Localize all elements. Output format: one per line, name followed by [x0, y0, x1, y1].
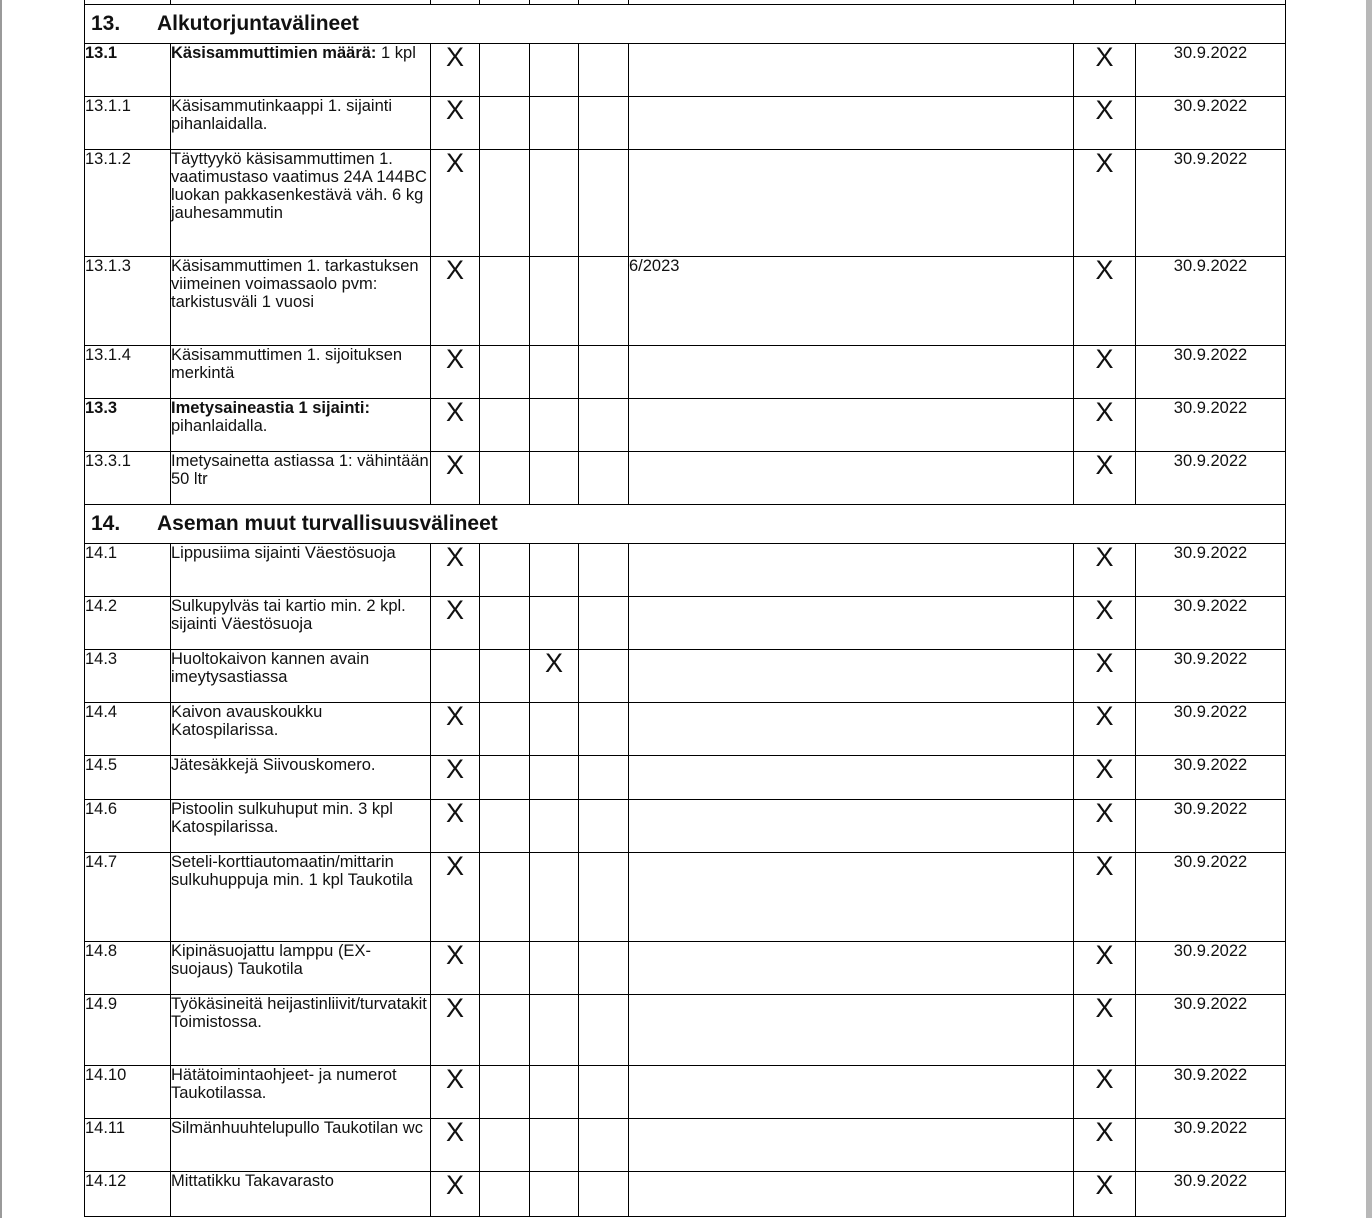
- item-note: [629, 853, 1074, 942]
- checked-cell: [1074, 597, 1136, 650]
- x-mark: X: [445, 255, 464, 285]
- inspection-date: 30.9.2022: [1136, 1066, 1286, 1119]
- table-row: [85, 853, 1286, 942]
- x-mark: X: [1095, 595, 1114, 625]
- status-cell-2: [480, 1119, 530, 1172]
- status-cell-2: [480, 853, 530, 942]
- status-cell-3: [530, 346, 579, 399]
- item-number: 14.4: [85, 703, 171, 756]
- inspection-date: 30.9.2022: [1136, 703, 1286, 756]
- status-cell-2: [480, 544, 530, 597]
- status-cell-3: [530, 800, 579, 853]
- item-note: [629, 1172, 1074, 1217]
- x-mark: X: [445, 42, 464, 72]
- table-row: [85, 942, 1286, 995]
- item-description-text: Hätätoimintaohjeet- ja numerot Taukotilassa.: [171, 1066, 397, 1102]
- checked-cell: [1074, 853, 1136, 942]
- status-cell-2: [480, 1066, 530, 1119]
- inspection-date: 30.9.2022: [1136, 150, 1286, 257]
- x-mark: X: [445, 993, 464, 1023]
- item-note: [629, 650, 1074, 703]
- status-cell-1: [431, 452, 480, 505]
- item-description-text: 1 kpl: [376, 44, 416, 62]
- item-number: 13.1.4: [85, 346, 171, 399]
- inspection-date: 30.9.2022: [1136, 97, 1286, 150]
- status-cell-4: [579, 44, 629, 97]
- checked-cell: [1074, 346, 1136, 399]
- status-cell-4: [579, 452, 629, 505]
- status-cell-4: [579, 257, 629, 346]
- item-note: [629, 452, 1074, 505]
- item-description: [171, 703, 431, 756]
- status-cell-3: [530, 703, 579, 756]
- item-description: [171, 995, 431, 1066]
- x-mark: X: [445, 397, 464, 427]
- x-mark: X: [445, 1117, 464, 1147]
- item-description: [171, 756, 431, 800]
- status-cell-1: [431, 597, 480, 650]
- status-cell-1: [431, 346, 480, 399]
- status-cell-4: [579, 942, 629, 995]
- checked-cell: [1074, 257, 1136, 346]
- item-description-text: Sulkupylväs tai kartio min. 2 kpl. sijainti Väestösuoja: [171, 597, 406, 633]
- status-cell-2: [480, 97, 530, 150]
- item-number: 14.10: [85, 1066, 171, 1119]
- section-header-row: [85, 505, 1286, 544]
- x-mark: X: [1095, 450, 1114, 480]
- status-cell-4: [579, 1172, 629, 1217]
- checked-cell: [1074, 1119, 1136, 1172]
- table-row: [85, 650, 1286, 703]
- item-description: [171, 650, 431, 703]
- checked-cell: [1074, 756, 1136, 800]
- checked-cell: [1074, 650, 1136, 703]
- x-mark: X: [1095, 542, 1114, 572]
- section-title: Alkutorjuntavälineet: [157, 12, 359, 35]
- checked-cell: [1074, 703, 1136, 756]
- checked-cell: [1074, 399, 1136, 452]
- inspection-date: 30.9.2022: [1136, 544, 1286, 597]
- inspection-date: 30.9.2022: [1136, 942, 1286, 995]
- x-mark: X: [445, 1064, 464, 1094]
- status-cell-4: [579, 995, 629, 1066]
- table-row: [85, 756, 1286, 800]
- section-number: 13.: [91, 12, 121, 35]
- status-cell-4: [579, 853, 629, 942]
- checked-cell: [1074, 544, 1136, 597]
- item-note: [629, 44, 1074, 97]
- checked-cell: [1074, 44, 1136, 97]
- item-description: [171, 44, 431, 97]
- table-row: [85, 257, 1286, 346]
- status-cell-3: [530, 942, 579, 995]
- item-note: 6/2023: [629, 257, 1074, 346]
- inspection-date: 30.9.2022: [1136, 1119, 1286, 1172]
- section-header-row: [85, 5, 1286, 44]
- status-cell-1: [431, 1172, 480, 1217]
- status-cell-1: [431, 257, 480, 346]
- status-cell-2: [480, 703, 530, 756]
- item-description: [171, 853, 431, 942]
- status-cell-4: [579, 597, 629, 650]
- item-description-text: Huoltokaivon kannen avain imeytysastiassa: [171, 650, 370, 686]
- item-description: [171, 1172, 431, 1217]
- x-mark: X: [1095, 1117, 1114, 1147]
- status-cell-2: [480, 650, 530, 703]
- status-cell-3: [530, 995, 579, 1066]
- item-number: 14.3: [85, 650, 171, 703]
- x-mark: X: [1095, 397, 1114, 427]
- status-cell-2: [480, 1172, 530, 1217]
- item-number: 14.1: [85, 544, 171, 597]
- inspection-date: 30.9.2022: [1136, 257, 1286, 346]
- x-mark: X: [445, 148, 464, 178]
- checked-cell: [1074, 97, 1136, 150]
- status-cell-1: [431, 97, 480, 150]
- status-cell-2: [480, 150, 530, 257]
- x-mark: X: [1095, 701, 1114, 731]
- status-cell-3: [530, 544, 579, 597]
- inspection-date: 30.9.2022: [1136, 853, 1286, 942]
- item-number: 14.8: [85, 942, 171, 995]
- table-row: [85, 452, 1286, 505]
- status-cell-1: [431, 995, 480, 1066]
- x-mark: X: [1095, 148, 1114, 178]
- x-mark: X: [1095, 1064, 1114, 1094]
- x-mark: X: [445, 450, 464, 480]
- inspection-date: 30.9.2022: [1136, 399, 1286, 452]
- section-number: 14.: [91, 512, 121, 535]
- item-description-text: Lippusiima sijainti Väestösuoja: [171, 544, 396, 562]
- item-description-bold: Imetysaineastia 1 sijainti:: [171, 399, 371, 417]
- item-note: [629, 597, 1074, 650]
- item-number: 14.12: [85, 1172, 171, 1217]
- status-cell-4: [579, 800, 629, 853]
- status-cell-2: [480, 399, 530, 452]
- status-cell-1: [431, 1119, 480, 1172]
- x-mark: X: [1095, 851, 1114, 881]
- x-mark: X: [1095, 754, 1114, 784]
- item-description-bold: Käsisammuttimien määrä:: [171, 44, 377, 62]
- section-header-cell: [85, 5, 1286, 44]
- section-title: Aseman muut turvallisuusvälineet: [157, 512, 498, 535]
- table-row: [85, 1066, 1286, 1119]
- item-description: [171, 150, 431, 257]
- item-description-text: Jätesäkkejä Siivouskomero.: [171, 756, 376, 774]
- item-description-text: Imetysainetta astiassa 1: vähintään 50 ltr: [171, 452, 429, 488]
- item-note: [629, 150, 1074, 257]
- status-cell-3: [530, 452, 579, 505]
- item-description: [171, 97, 431, 150]
- table-body: [85, 0, 1286, 1217]
- checked-cell: [1074, 150, 1136, 257]
- x-mark: X: [1095, 798, 1114, 828]
- item-number: 13.1.3: [85, 257, 171, 346]
- item-description-text: pihanlaidalla.: [171, 417, 268, 435]
- document-page: [84, 0, 1285, 1218]
- inspection-date: 30.9.2022: [1136, 756, 1286, 800]
- table-row: [85, 399, 1286, 452]
- x-mark: X: [1095, 42, 1114, 72]
- item-description: [171, 942, 431, 995]
- status-cell-3: [530, 44, 579, 97]
- item-number: 14.5: [85, 756, 171, 800]
- x-mark: X: [445, 595, 464, 625]
- item-number: 14.11: [85, 1119, 171, 1172]
- status-cell-4: [579, 544, 629, 597]
- item-number: 13.1.1: [85, 97, 171, 150]
- checked-cell: [1074, 942, 1136, 995]
- item-description-text: Pistoolin sulkuhuput min. 3 kpl Katospilarissa.: [171, 800, 393, 836]
- status-cell-1: [431, 703, 480, 756]
- x-mark: X: [1095, 344, 1114, 374]
- item-number: 14.7: [85, 853, 171, 942]
- item-description-text: Täyttyykö käsisammuttimen 1. vaatimustaso vaatimus 24A 144BC luokan pakkasenkestävä väh. 6 kg jauhesammutin: [171, 150, 427, 222]
- item-number: 14.6: [85, 800, 171, 853]
- item-description: [171, 257, 431, 346]
- status-cell-4: [579, 346, 629, 399]
- inspection-date: 30.9.2022: [1136, 995, 1286, 1066]
- x-mark: X: [445, 940, 464, 970]
- status-cell-3: [530, 853, 579, 942]
- item-description: [171, 800, 431, 853]
- table-row: [85, 97, 1286, 150]
- item-description-text: Käsisammuttimen 1. sijoituksen merkintä: [171, 346, 403, 382]
- item-note: [629, 756, 1074, 800]
- status-cell-3: [530, 1119, 579, 1172]
- inspection-date: 30.9.2022: [1136, 44, 1286, 97]
- item-note: [629, 1066, 1074, 1119]
- item-description-text: Käsisammutinkaappi 1. sijainti pihanlaidalla.: [171, 97, 393, 133]
- x-mark: X: [445, 851, 464, 881]
- status-cell-3: [530, 97, 579, 150]
- table-row: [85, 995, 1286, 1066]
- item-note: [629, 1119, 1074, 1172]
- item-number: 13.1: [85, 44, 171, 97]
- inspection-date: 30.9.2022: [1136, 1172, 1286, 1217]
- status-cell-1: [431, 853, 480, 942]
- window-scrollbar[interactable]: [1366, 0, 1372, 1218]
- status-cell-3: [530, 597, 579, 650]
- table-row: [85, 597, 1286, 650]
- x-mark: X: [445, 798, 464, 828]
- table-row: [85, 346, 1286, 399]
- checked-cell: [1074, 995, 1136, 1066]
- table-row: [85, 703, 1286, 756]
- status-cell-3: [530, 257, 579, 346]
- item-number: 14.2: [85, 597, 171, 650]
- inspection-date: 30.9.2022: [1136, 597, 1286, 650]
- x-mark: X: [445, 754, 464, 784]
- item-description-text: Mittatikku Takavarasto: [171, 1172, 334, 1190]
- x-mark: X: [1095, 940, 1114, 970]
- item-number: 13.3: [85, 399, 171, 452]
- status-cell-1: [431, 544, 480, 597]
- status-cell-4: [579, 650, 629, 703]
- inspection-date: 30.9.2022: [1136, 650, 1286, 703]
- checked-cell: [1074, 800, 1136, 853]
- status-cell-3: [530, 1066, 579, 1119]
- status-cell-4: [579, 1119, 629, 1172]
- item-description-text: Silmänhuuhtelupullo Taukotilan wc: [171, 1119, 423, 1137]
- item-description: [171, 346, 431, 399]
- status-cell-4: [579, 756, 629, 800]
- item-note: [629, 703, 1074, 756]
- status-cell-4: [579, 150, 629, 257]
- item-note: [629, 995, 1074, 1066]
- status-cell-3: [530, 399, 579, 452]
- table-row: [85, 150, 1286, 257]
- table-row: [85, 1119, 1286, 1172]
- item-description: [171, 1119, 431, 1172]
- status-cell-2: [480, 995, 530, 1066]
- checked-cell: [1074, 452, 1136, 505]
- status-cell-4: [579, 1066, 629, 1119]
- x-mark: X: [1095, 255, 1114, 285]
- item-description: [171, 452, 431, 505]
- item-description-text: Käsisammuttimen 1. tarkastuksen viimeinen voimassaolo pvm: tarkistusväli 1 vuosi: [171, 257, 419, 311]
- item-number: 14.9: [85, 995, 171, 1066]
- item-number: 13.1.2: [85, 150, 171, 257]
- status-cell-1: [431, 800, 480, 853]
- x-mark: X: [544, 648, 563, 678]
- status-cell-2: [480, 452, 530, 505]
- inspection-table: [84, 0, 1286, 1217]
- status-cell-4: [579, 97, 629, 150]
- inspection-date: 30.9.2022: [1136, 452, 1286, 505]
- status-cell-1: [431, 150, 480, 257]
- status-cell-3: [530, 1172, 579, 1217]
- status-cell-2: [480, 800, 530, 853]
- item-note: [629, 399, 1074, 452]
- x-mark: X: [445, 1170, 464, 1200]
- item-number: 13.3.1: [85, 452, 171, 505]
- section-header-cell: [85, 505, 1286, 544]
- inspection-date: 30.9.2022: [1136, 800, 1286, 853]
- item-description: [171, 1066, 431, 1119]
- status-cell-4: [579, 703, 629, 756]
- table-row: [85, 1172, 1286, 1217]
- status-cell-1: [431, 399, 480, 452]
- x-mark: X: [1095, 648, 1114, 678]
- item-note: [629, 942, 1074, 995]
- status-cell-2: [480, 257, 530, 346]
- status-cell-4: [579, 399, 629, 452]
- item-note: [629, 97, 1074, 150]
- x-mark: X: [445, 344, 464, 374]
- item-note: [629, 800, 1074, 853]
- x-mark: X: [1095, 95, 1114, 125]
- checked-cell: [1074, 1066, 1136, 1119]
- table-row: [85, 44, 1286, 97]
- item-description-text: Kaivon avauskoukku Katospilarissa.: [171, 703, 323, 739]
- status-cell-1: [431, 650, 480, 703]
- item-description-text: Työkäsineitä heijastinliivit/turvatakit Toimistossa.: [171, 995, 427, 1031]
- item-note: [629, 544, 1074, 597]
- x-mark: X: [445, 701, 464, 731]
- table-row: [85, 800, 1286, 853]
- checked-cell: [1074, 1172, 1136, 1217]
- status-cell-2: [480, 346, 530, 399]
- status-cell-3: [530, 150, 579, 257]
- status-cell-2: [480, 942, 530, 995]
- page-left-edge: [0, 0, 2, 1218]
- item-note: [629, 346, 1074, 399]
- status-cell-1: [431, 44, 480, 97]
- item-description-text: Kipinäsuojattu lamppu (EX-suojaus) Taukotila: [171, 942, 371, 978]
- x-mark: X: [1095, 1170, 1114, 1200]
- x-mark: X: [445, 95, 464, 125]
- item-description: [171, 399, 431, 452]
- status-cell-2: [480, 44, 530, 97]
- status-cell-2: [480, 597, 530, 650]
- status-cell-2: [480, 756, 530, 800]
- table-row: [85, 544, 1286, 597]
- x-mark: X: [1095, 993, 1114, 1023]
- status-cell-1: [431, 756, 480, 800]
- item-description: [171, 544, 431, 597]
- status-cell-3: [530, 650, 579, 703]
- status-cell-1: [431, 1066, 480, 1119]
- item-description-text: Seteli-korttiautomaatin/mittarin sulkuhuppuja min. 1 kpl Taukotila: [171, 853, 413, 889]
- status-cell-3: [530, 756, 579, 800]
- inspection-date: 30.9.2022: [1136, 346, 1286, 399]
- status-cell-1: [431, 942, 480, 995]
- x-mark: X: [445, 542, 464, 572]
- item-description: [171, 597, 431, 650]
